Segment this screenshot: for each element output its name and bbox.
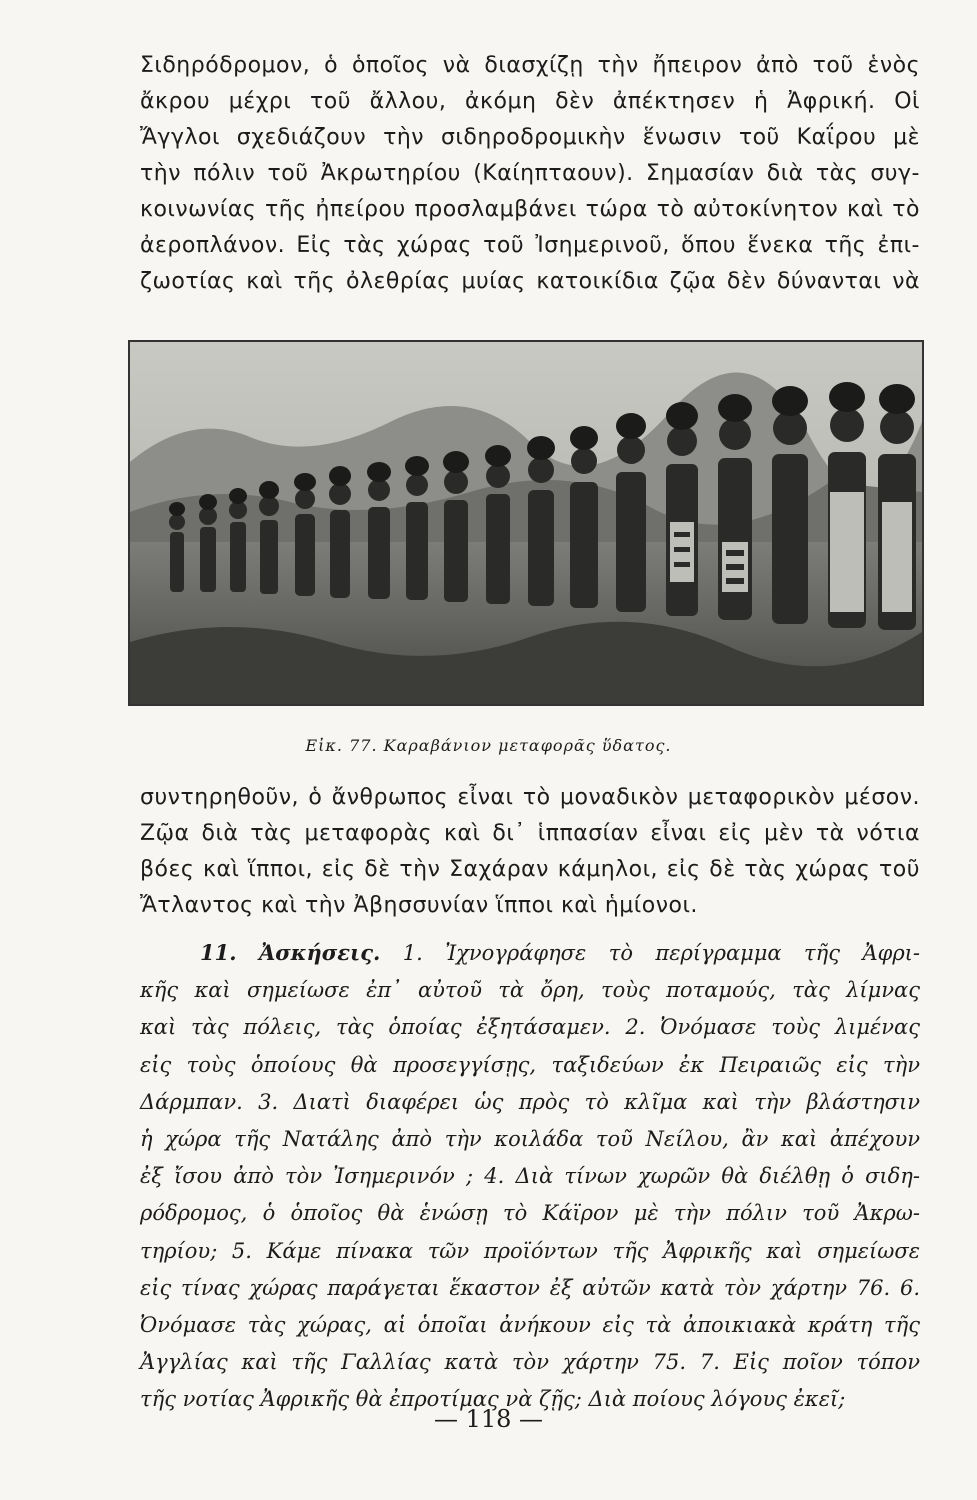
exercise-text: 1. Ἰχνογράφησε τὸ περίγραμμα τῆς Ἀφρι-	[402, 941, 920, 965]
exercise-line: εἰς τοὺς ὁποίους θὰ προσεγγίσῃς, ταξιδεύων ἐκ Πειραιῶς εἰς τὴν	[140, 1052, 920, 1077]
section-number: 11.	[200, 940, 237, 965]
exercise-line: τῆς νοτίας Ἀφρικῆς θὰ ἐπροτίμας νὰ ζῇς; Διὰ ποίους λόγους ἐκεῖ;	[140, 1387, 846, 1412]
text-line: Ἄγγλοι σχεδιάζουν τὴν σιδηροδρομικὴν ἕνωσιν τοῦ Καΐρου μὲ	[140, 125, 920, 150]
exercise-line: ἡ χώρα τῆς Νατάλης ἀπὸ τὴν κοιλάδα τοῦ Νείλου, ἂν καὶ ἀπέχουν	[140, 1127, 920, 1152]
exercises-heading: Ἀσκήσεις.	[259, 940, 381, 965]
water-caravan-photo	[128, 340, 924, 706]
text-line: βόες καὶ ἵπποι, εἰς δὲ τὴν Σαχάραν κάμηλοι, εἰς δὲ τὰς χώρας τοῦ	[140, 857, 920, 882]
middle-paragraph	[140, 780, 920, 924]
exercise-line: κῆς καὶ σημείωσε ἐπ᾿ αὐτοῦ τὰ ὄρη, τοὺς ποταμούς, τὰς λίμνας	[140, 978, 920, 1003]
text-line: Ζῷα διὰ τὰς μεταφορὰς καὶ δι᾿ ἱππασίαν εἶναι εἰς μὲν τὰ νότια	[140, 821, 920, 846]
exercises-first-line	[140, 934, 920, 972]
text-line: ζωοτίας καὶ τῆς ὀλεθρίας μυίας κατοικίδια ζῷα δὲν δύνανται νὰ	[140, 269, 920, 294]
text-line: συντηρηθοῦν, ὁ ἄνθρωπος εἶναι τὸ μοναδικὸν μεταφορικὸν μέσον.	[140, 785, 920, 810]
exercise-line: Δάρμπαν. 3. Διατὶ διαφέρει ὡς πρὸς τὸ κλῖμα καὶ τὴν βλάστησιν	[140, 1089, 920, 1114]
exercise-line: εἰς τίνας χώρας παράγεται ἕκαστον ἐξ αὐτῶν κατὰ τὸν χάρτην 76. 6.	[140, 1275, 920, 1300]
exercise-line: Ὀνόμασε τὰς χώρας, αἱ ὁποῖαι ἀνήκουν εἰς τὰ ἀποικιακὰ κράτη τῆς	[140, 1313, 920, 1338]
text-line: τὴν πόλιν τοῦ Ἀκρωτηρίου (Καίηπταουν). Σημασίαν διὰ τὰς συγ-	[140, 161, 920, 186]
figure-caption: Εἰκ. 77. Καραβάνιον μεταφορᾶς ὕδατος.	[305, 736, 672, 755]
top-paragraph	[140, 48, 920, 300]
text-line: Σιδηρόδρομον, ὁ ὁποῖος νὰ διασχίζῃ τὴν ἤπειρον ἀπὸ τοῦ ἑνὸς	[140, 53, 920, 78]
exercise-line: ἐξ ἴσου ἀπὸ τὸν Ἰσημερινόν ; 4. Διὰ τίνων χωρῶν θὰ διέλθῃ ὁ σιδη-	[140, 1164, 920, 1189]
text-line: ἀεροπλάνον. Εἰς τὰς χώρας τοῦ Ἰσημερινοῦ, ὅπου ἕνεκα τῆς ἐπι-	[140, 233, 920, 258]
exercise-line: τηρίου; 5. Κάμε πίνακα τῶν προϊόντων τῆς Ἀφρικῆς καὶ σημείωσε	[140, 1238, 920, 1263]
exercises-section	[140, 934, 920, 1419]
page-number: — 118 —	[433, 1405, 544, 1433]
text-line: ἄκρου μέχρι τοῦ ἄλλου, ἀκόμη δὲν ἀπέκτησεν ἡ Ἀφρική. Οἱ	[140, 89, 920, 114]
text-line: κοινωνίας τῆς ἠπείρου προσλαμβάνει τώρα τὸ αὐτοκίνητον καὶ τὸ	[140, 197, 920, 222]
text-line: Ἄτλαντος καὶ τὴν Ἀβησσυνίαν ἵπποι καὶ ἡμίονοι.	[140, 893, 698, 918]
exercise-line: Ἀγγλίας καὶ τῆς Γαλλίας κατὰ τὸν χάρτην 75. 7. Εἰς ποῖον τόπον	[140, 1350, 920, 1375]
exercise-line: καὶ τὰς πόλεις, τὰς ὁποίας ἐξητάσαμεν. 2. Ὀνόμασε τοὺς λιμένας	[140, 1015, 920, 1040]
exercise-line: ρόδρομος, ὁ ὁποῖος θὰ ἑνώσῃ τὸ Κάϊρον μὲ τὴν πόλιν τοῦ Ἀκρω-	[140, 1201, 920, 1226]
